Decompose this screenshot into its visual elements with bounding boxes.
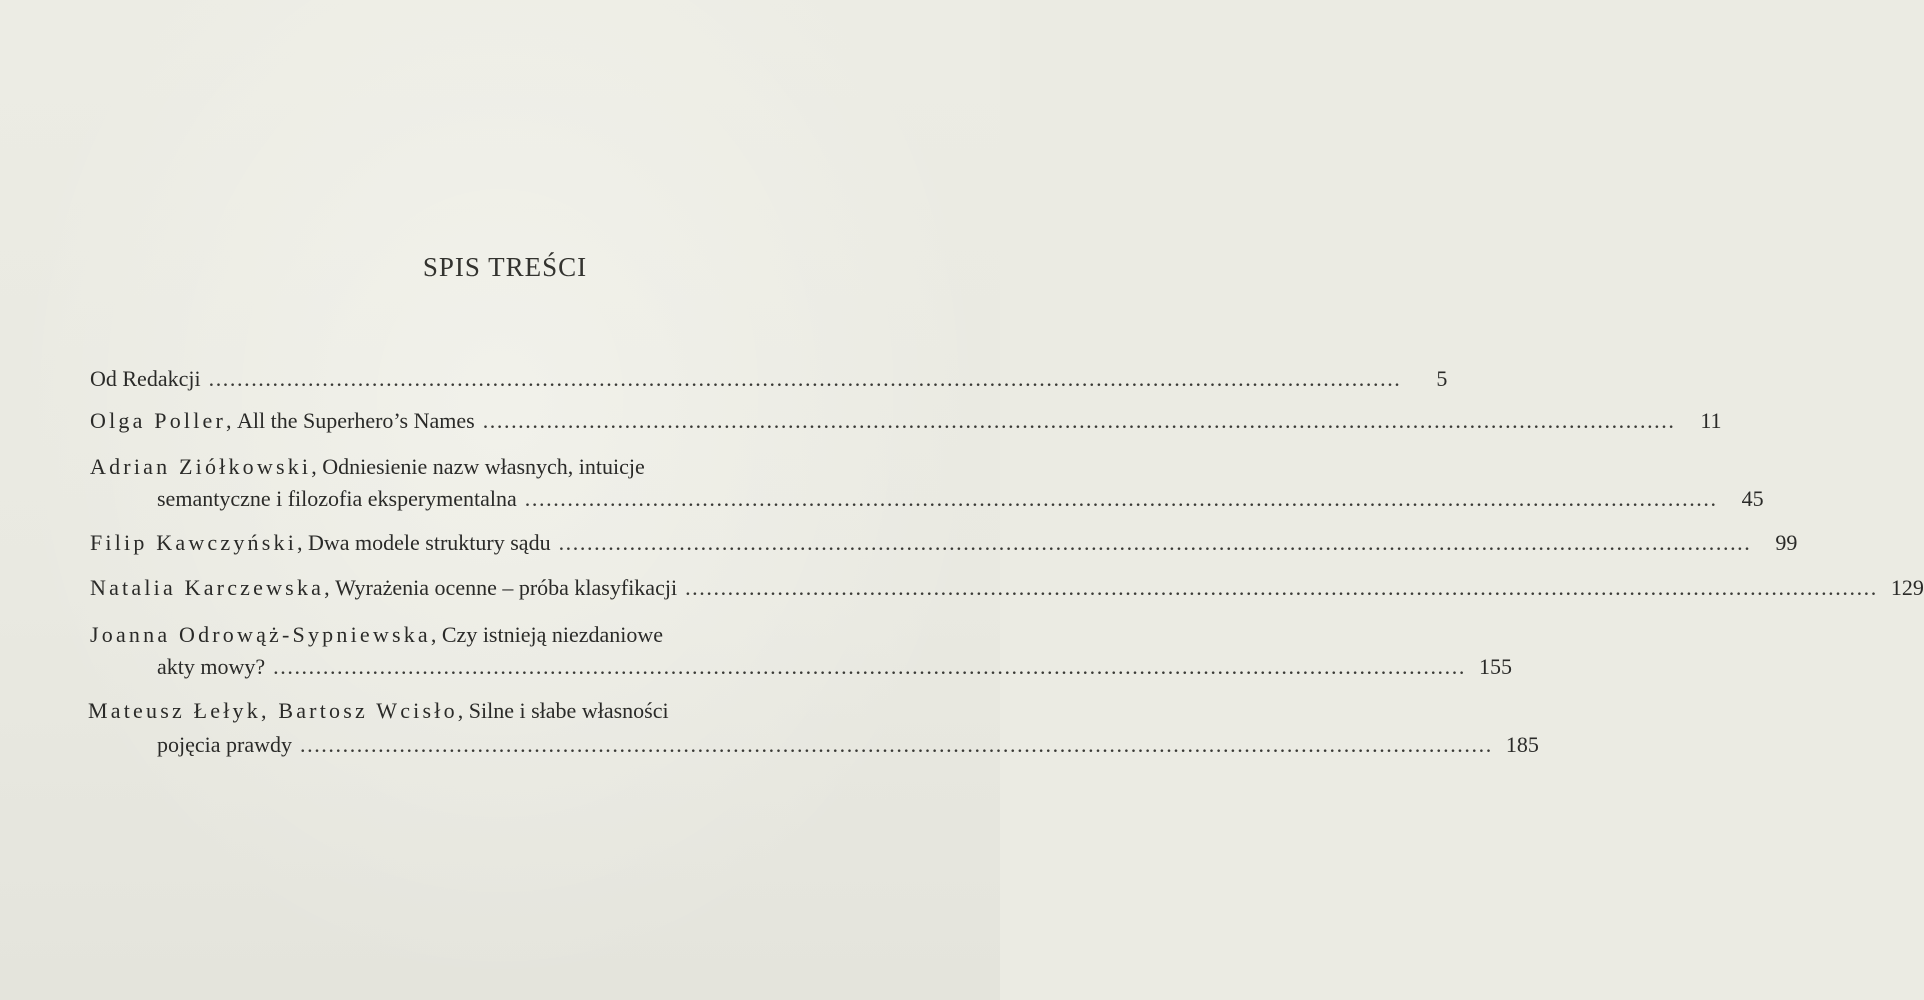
toc-entry-separator: , — [297, 530, 303, 555]
toc-leader-dots: ........................................................................................................................................................................ — [558, 530, 1752, 555]
toc-entry-title-continued: semantyczne i filozofia eksperymentalna — [157, 486, 517, 511]
toc-page-number: 129 — [1890, 575, 1924, 600]
toc-entry-title: Od Redakcji — [90, 366, 201, 391]
toc-leader-dots: ........................................................................................................................................................................ — [685, 575, 1878, 600]
page-title: SPIS TREŚCI — [422, 252, 588, 282]
toc-entry-ziolkowski-line1 — [90, 454, 930, 480]
toc-page-number: 5 — [1436, 366, 1448, 391]
toc-entry-kawczynski — [90, 530, 1798, 556]
toc-entry-author: Filip Kawczyński — [90, 530, 298, 555]
toc-entry-lelyk-wcislo-line2 — [157, 732, 1539, 758]
toc-entry-author: Adrian Ziółkowski — [90, 454, 312, 479]
toc-entry-poller — [90, 408, 1722, 434]
toc-entry-sypniewska-line1 — [90, 622, 930, 648]
toc-entry-title: Dwa modele struktury sądu — [308, 530, 551, 555]
toc-entry-sypniewska-line2 — [157, 654, 1512, 680]
toc-entry-lelyk-wcislo-line1 — [88, 698, 928, 724]
toc-entry-separator: , — [324, 575, 330, 600]
toc-entry-separator: , — [226, 408, 232, 433]
toc-entry-karczewska — [90, 575, 1924, 601]
toc-entry-title: Odniesienie nazw własnych, intuicje — [322, 454, 645, 479]
toc-entry-editorial — [90, 366, 1448, 392]
toc-entry-title-continued: akty mowy? — [157, 654, 266, 679]
toc-leader-dots: ........................................................................................................................................................................ — [300, 732, 1493, 757]
toc-leader-dots: ........................................................................................................................................................................ — [208, 366, 1402, 391]
toc-entry-author: Joanna Odrowąż-Sypniewska — [90, 622, 431, 647]
toc-entry-author: Mateusz Łełyk, Bartosz Wcisło — [88, 698, 458, 723]
toc-entry-title: All the Superhero’s Names — [237, 408, 475, 433]
toc-leader-dots: ........................................................................................................................................................................ — [482, 408, 1676, 433]
toc-entry-separator: , — [311, 454, 317, 479]
toc-page-number: 45 — [1741, 486, 1764, 511]
toc-page-number: 185 — [1505, 732, 1539, 757]
toc-entry-title: Czy istnieją niezdaniowe — [441, 622, 664, 647]
toc-entry-title: Silne i słabe własności — [468, 698, 669, 723]
toc-entry-author: Natalia Karczewska — [90, 575, 325, 600]
toc-leader-dots: ........................................................................................................................................................................ — [524, 486, 1718, 511]
toc-page-number: 155 — [1478, 654, 1512, 679]
toc-entry-separator: , — [430, 622, 437, 647]
toc-leader-dots: ........................................................................................................................................................................ — [273, 654, 1466, 679]
toc-entry-author: Olga Poller — [90, 408, 227, 433]
toc-entry-title-continued: pojęcia prawdy — [157, 732, 292, 757]
toc-entry-title: Wyrażenia ocenne – próba klasyfikacji — [335, 575, 678, 600]
toc-page-number: 99 — [1775, 530, 1798, 555]
toc-entry-ziolkowski-line2 — [157, 486, 1764, 512]
toc-page-number: 11 — [1700, 408, 1722, 433]
toc-entry-separator: , — [457, 698, 464, 723]
